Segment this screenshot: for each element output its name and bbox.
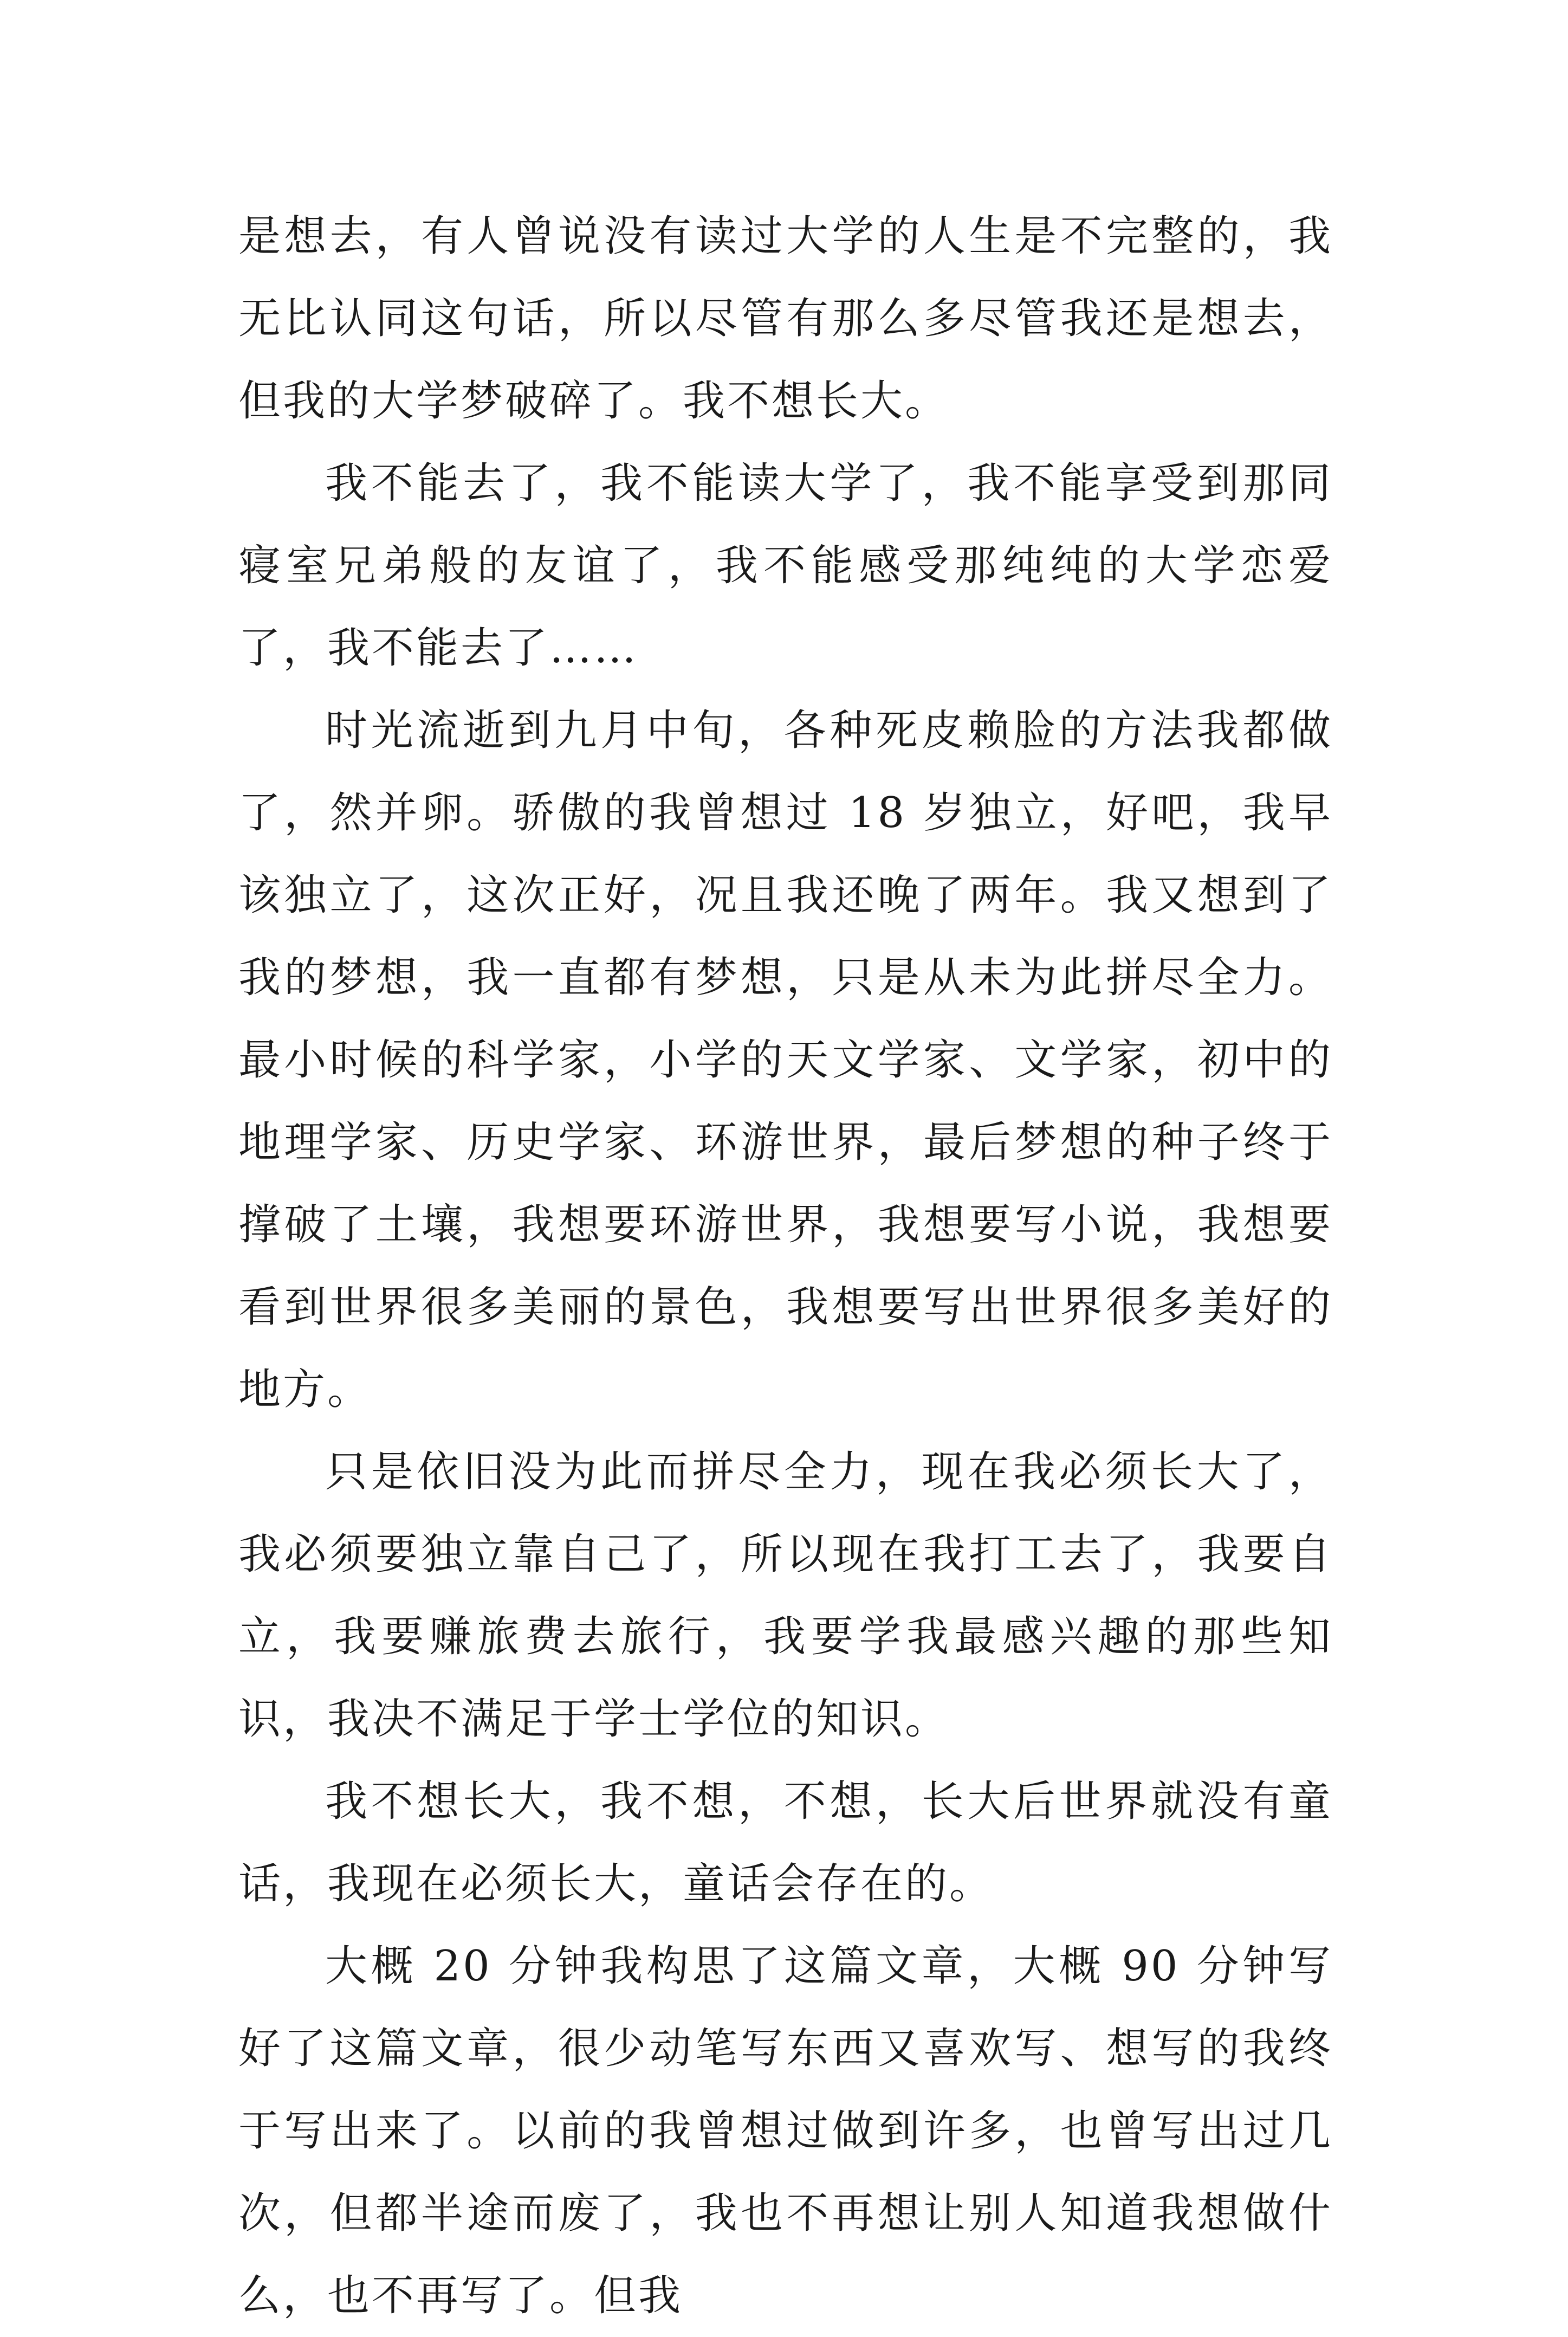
paragraph-4: 只是依旧没为此而拼尽全力，现在我必须长大了，我必须要独立靠自己了，所以现在我打工去了，我要自立，我要赚旅费去旅行，我要学我最感兴趣的那些知识，我决不满足于学士学位的知识。 [238, 1448, 1333, 1744]
paragraph-1: 是想去，有人曾说没有读过大学的人生是不完整的，我无比认同这句话，所以尽管有那么多尽管我还是想去，但我的大学梦破碎了。我不想长大。 [238, 212, 1333, 425]
document-body [238, 195, 1333, 2337]
paragraph-5: 我不想长大，我不想，不想，长大后世界就没有童话，我现在必须长大，童话会存在的。 [238, 1777, 1333, 1908]
paragraph-3: 时光流逝到九月中旬，各种死皮赖脸的方法我都做了，然并卵。骄傲的我曾想过 18 岁独立，好吧，我早该独立了，这次正好，况且我还晚了两年。我又想到了我的梦想，我一直都有梦想，只是从未为此拼尽全力。最小时候的科学家，小学的天文学家、文学家，初中的地理学家、历史学家、环游世界，最后梦想的种子终于撑破了土壤，我想要环游世界，我想要写小说，我想要看到世界很多美丽的景色，我想要写出世界很多美好的地方。 [238, 706, 1333, 1414]
paragraph-6: 大概 20 分钟我构思了这篇文章，大概 90 分钟写好了这篇文章，很少动笔写东西又喜欢写、想写的我终于写出来了。以前的我曾想过做到许多，也曾写出过几次，但都半途而废了，我也不再想让别人知道我想做什么，也不再写了。但我 [238, 1942, 1333, 2320]
paragraph-2: 我不能去了，我不能读大学了，我不能享受到那同寝室兄弟般的友谊了，我不能感受那纯纯的大学恋爱了，我不能去了…… [238, 459, 1333, 673]
